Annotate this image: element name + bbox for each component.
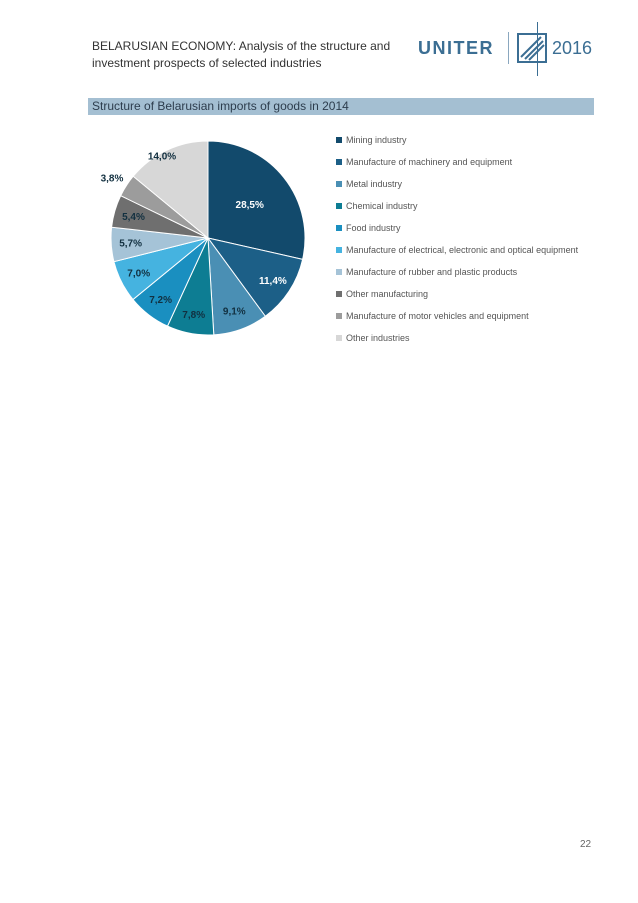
legend-label: Metal industry	[346, 179, 403, 189]
legend-item	[336, 129, 578, 151]
legend-label: Manufacture of rubber and plastic products	[346, 267, 518, 277]
slice-data-label: 9,1%	[222, 306, 246, 318]
logo-wordmark: UNITER	[418, 37, 494, 58]
legend-swatch	[336, 335, 342, 341]
slice-data-label: 11,4%	[258, 276, 287, 287]
logo-mark-icon	[517, 33, 547, 63]
slice-data-label: 3,8%	[100, 173, 124, 185]
legend-swatch	[336, 269, 342, 275]
legend-swatch	[336, 313, 342, 319]
chart-legend	[336, 129, 578, 349]
slice-data-label: 7,2%	[149, 294, 172, 306]
slice-data-label: 28,5%	[235, 200, 264, 212]
document-header-title: BELARUSIAN ECONOMY: Analysis of the structure and investment prospects of selected industries	[92, 39, 391, 70]
legend-item	[336, 261, 578, 283]
legend-item	[336, 305, 578, 327]
legend-swatch	[336, 137, 342, 143]
legend-swatch	[336, 181, 342, 187]
legend-swatch	[336, 291, 342, 297]
header-divider-line	[537, 22, 538, 76]
slice-data-label: 7,0%	[127, 268, 151, 280]
legend-item	[336, 217, 578, 239]
legend-swatch	[336, 203, 342, 209]
legend-label: Manufacture of electrical, electronic and optical equipment	[346, 245, 579, 255]
uniter-logo	[418, 30, 547, 66]
legend-item	[336, 327, 578, 349]
legend-swatch	[336, 225, 342, 231]
legend-item	[336, 283, 578, 305]
legend-item	[336, 195, 578, 217]
slice-data-label: 5,4%	[122, 211, 145, 223]
legend-item	[336, 239, 578, 261]
legend-label: Manufacture of machinery and equipment	[346, 157, 513, 167]
header-year: 2016	[552, 38, 593, 58]
legend-swatch	[336, 159, 342, 165]
pie-chart	[100, 130, 320, 350]
legend-label: Manufacture of motor vehicles and equipment	[346, 311, 529, 321]
legend-item	[336, 151, 578, 173]
legend-label: Food industry	[346, 223, 401, 233]
slice-data-label: 14,0%	[147, 151, 177, 163]
chart-title-bar: Structure of Belarusian imports of goods in 2014	[88, 98, 594, 115]
slice-data-label: 7,8%	[182, 309, 206, 321]
slice-data-label: 5,7%	[119, 238, 142, 250]
page-number: 22	[580, 839, 592, 850]
logo-divider	[508, 32, 509, 64]
legend-label: Other manufacturing	[346, 289, 429, 299]
legend-label: Chemical industry	[346, 201, 418, 211]
legend-label: Other industries	[346, 333, 410, 343]
legend-swatch	[336, 247, 342, 253]
legend-item	[336, 173, 578, 195]
legend-label: Mining industry	[346, 135, 407, 145]
